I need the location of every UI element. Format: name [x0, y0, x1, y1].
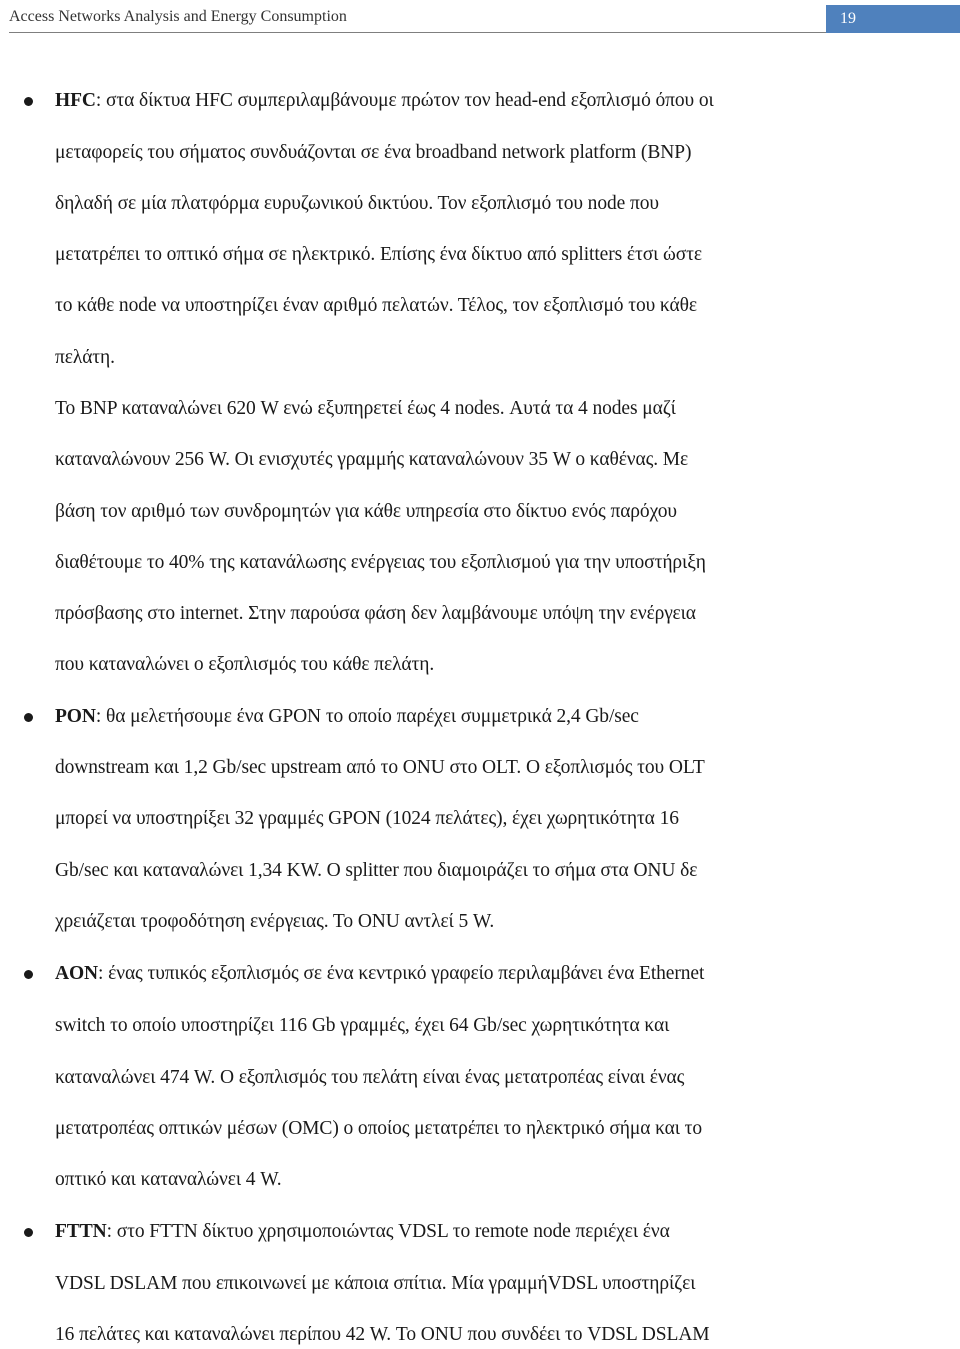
item-aon-line-4: μετατροπέας οπτικών μέσων (OMC) ο οποίος μετατρέπει το ηλεκτρικό σήμα και το: [55, 1118, 703, 1139]
item-hfc-line-1: HFC: στα δίκτυα HFC συμπεριλαμβάνουμε πρώτον τον head-end εξοπλισμό όπου οι: [55, 90, 714, 111]
item-pon-line-4: Gb/sec και καταναλώνει 1,34 KW. Ο splitter που διαμοιράζει το σήμα στα ONU δε: [55, 860, 698, 881]
item-hfc-line-9: βάση τον αριθμό των συνδρομητών για κάθε υπηρεσία στο δίκτυο ενός παρόχου: [55, 501, 677, 522]
item-fttn-line-3: 16 πελάτες και καταναλώνει περίπου 42 W. Το ONU που συνδέει το VDSL DSLAM: [55, 1324, 710, 1345]
item-hfc-line-4: μετατρέπει το οπτικό σήμα σε ηλεκτρικό. Επίσης ένα δίκτυο από splitters έτσι ώστε: [55, 244, 702, 265]
item-hfc-line-11: πρόσβασης στο internet. Στην παρούσα φάση δεν λαμβάνουμε υπόψη την ενέργεια: [55, 603, 696, 624]
item-hfc-line-2: μεταφορείς του σήματος συνδυάζονται σε ένα broadband network platform (BNP): [55, 142, 692, 163]
item-fttn-line-2: VDSL DSLAM που επικοινωνεί με κάποια σπίτια. Μία γραμμήVDSL υποστηρίζει: [55, 1273, 696, 1294]
item-pon-line-5: χρειάζεται τροφοδότηση ενέργειας. Το ONU αντλεί 5 W.: [55, 911, 495, 932]
item-hfc-line-7: Το BNP καταναλώνει 620 W ενώ εξυπηρετεί έως 4 nodes. Αυτά τα 4 nodes μαζί: [55, 398, 676, 419]
term-aon: AON: [55, 963, 99, 984]
header-rule: [9, 32, 826, 33]
item-hfc-line-5: το κάθε node να υποστηρίζει έναν αριθμό πελατών. Τέλος, τον εξοπλισμό του κάθε: [55, 295, 697, 316]
bullet-aon: [24, 970, 33, 979]
item-aon-line-1: AON: ένας τυπικός εξοπλισμός σε ένα κεντρικό γραφείο περιλαμβάνει ένα Ethernet: [55, 963, 705, 984]
item-fttn-line-1: FTTN: στο FTTN δίκτυο χρησιμοποιώντας VDSL το remote node περιέχει ένα: [55, 1221, 670, 1242]
term-hfc: HFC: [55, 90, 96, 111]
item-aon-line-2: switch το οποίο υποστηρίζει 116 Gb γραμμές, έχει 64 Gb/sec χωρητικότητα και: [55, 1015, 670, 1036]
bullet-hfc: [24, 97, 33, 106]
item-pon-line-3: μπορεί να υποστηρίξει 32 γραμμές GPON (1024 πελάτες), έχει χωρητικότητα 16: [55, 808, 679, 829]
bullet-fttn: [24, 1228, 33, 1237]
item-hfc-line-3: δηλαδή σε μία πλατφόρμα ευρυζωνικού δικτύου. Τον εξοπλισμό του node που: [55, 193, 659, 214]
bullet-pon: [24, 713, 33, 722]
page-header: [0, 0, 960, 38]
item-pon-line-2: downstream και 1,2 Gb/sec upstream από το ONU στο OLT. Ο εξοπλισμός του OLT: [55, 757, 705, 778]
item-hfc-line-8: καταναλώνουν 256 W. Οι ενισχυτές γραμμής καταναλώνουν 35 W ο καθένας. Με: [55, 449, 689, 470]
page-number-badge: 19: [826, 5, 960, 33]
item-aon-line-3: καταναλώνει 474 W. Ο εξοπλισμός του πελάτη είναι ένας μετατροπέας είναι ένας: [55, 1067, 685, 1088]
item-hfc-line-10: διαθέτουμε το 40% της κατανάλωσης ενέργειας του εξοπλισμού για την υποστήριξη: [55, 552, 706, 573]
item-pon-line-1: PON: θα μελετήσουμε ένα GPON το οποίο παρέχει συμμετρικά 2,4 Gb/sec: [55, 706, 639, 727]
term-fttn: FTTN: [55, 1221, 107, 1242]
item-hfc-line-12: που καταναλώνει ο εξοπλισμός του κάθε πελάτη.: [55, 654, 435, 675]
term-pon: PON: [55, 706, 96, 727]
item-hfc-line-6: πελάτη.: [55, 347, 115, 368]
running-header-title: Access Networks Analysis and Energy Consumption: [9, 8, 347, 25]
item-aon-line-5: οπτικό και καταναλώνει 4 W.: [55, 1169, 282, 1190]
